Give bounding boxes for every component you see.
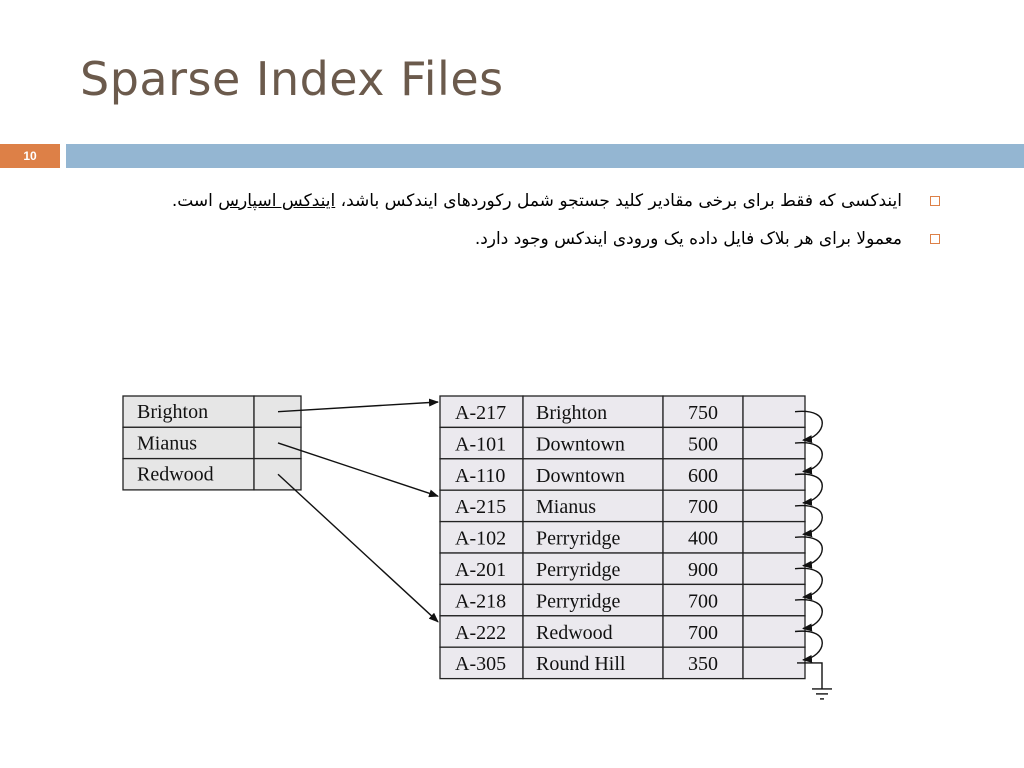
index-key-label: Mianus bbox=[137, 432, 197, 455]
record-branch: Downtown bbox=[536, 464, 625, 487]
record-row bbox=[440, 490, 805, 521]
index-entry bbox=[123, 459, 301, 490]
record-balance: 700 bbox=[688, 621, 718, 644]
index-pointer-cell bbox=[254, 396, 301, 427]
record-branch: Round Hill bbox=[536, 653, 626, 676]
record-row bbox=[440, 584, 805, 615]
record-id: A-222 bbox=[455, 621, 507, 644]
record-branch: Perryridge bbox=[536, 590, 621, 613]
record-row bbox=[440, 522, 805, 553]
record-id: A-305 bbox=[455, 653, 507, 676]
record-row bbox=[440, 647, 805, 678]
slide-title: Sparse Index Files bbox=[80, 52, 504, 106]
record-id: A-101 bbox=[455, 433, 507, 456]
index-pointer-arrow bbox=[278, 443, 438, 496]
record-id: A-201 bbox=[455, 559, 507, 581]
data-file bbox=[440, 396, 805, 679]
index-pointers bbox=[278, 402, 438, 622]
index-entry bbox=[123, 427, 301, 458]
record-balance: 400 bbox=[688, 527, 718, 550]
record-row bbox=[440, 616, 805, 647]
index-key-label: Redwood bbox=[137, 463, 214, 486]
record-branch: Perryridge bbox=[536, 559, 621, 581]
record-id: A-217 bbox=[455, 402, 507, 424]
record-branch: Redwood bbox=[536, 621, 613, 644]
record-branch: Downtown bbox=[536, 433, 625, 456]
record-row bbox=[440, 553, 805, 584]
record-branch: Brighton bbox=[536, 402, 608, 424]
record-balance: 500 bbox=[688, 433, 718, 456]
slide-number: 10 bbox=[0, 144, 60, 168]
record-branch: Mianus bbox=[536, 496, 596, 519]
record-id: A-218 bbox=[455, 590, 507, 613]
record-row bbox=[440, 396, 805, 427]
record-branch: Perryridge bbox=[536, 527, 621, 550]
record-balance: 700 bbox=[688, 590, 718, 613]
index-pointer-cell bbox=[254, 427, 301, 458]
index-file bbox=[123, 396, 301, 490]
record-balance: 600 bbox=[688, 464, 718, 487]
record-balance: 350 bbox=[688, 653, 718, 676]
record-cell bbox=[743, 647, 805, 678]
record-balance: 700 bbox=[688, 496, 718, 519]
record-id: A-110 bbox=[455, 464, 506, 487]
bullet-text: معمولا برای هر بلاک فایل داده یک ورودی ایندکس وجود دارد. bbox=[474, 229, 902, 249]
record-balance: 900 bbox=[688, 559, 718, 581]
index-key-label: Brighton bbox=[137, 401, 209, 423]
bullet-text-end: است. bbox=[171, 191, 219, 211]
index-pointer-arrow bbox=[278, 474, 438, 622]
index-entry bbox=[123, 396, 301, 427]
bullet-term-underlined: ایندکس اسپارس bbox=[218, 191, 336, 211]
bullet-text: ایندکسی که فقط برای برخی مقادیر کلید جستجو شمل رکوردهای ایندکس باشد، bbox=[335, 191, 902, 211]
record-balance: 750 bbox=[688, 402, 718, 424]
record-row bbox=[440, 427, 805, 458]
record-id: A-215 bbox=[455, 496, 507, 519]
index-pointer-cell bbox=[254, 459, 301, 490]
record-id: A-102 bbox=[455, 527, 507, 550]
index-pointer-arrow bbox=[278, 402, 438, 412]
record-row bbox=[440, 459, 805, 490]
